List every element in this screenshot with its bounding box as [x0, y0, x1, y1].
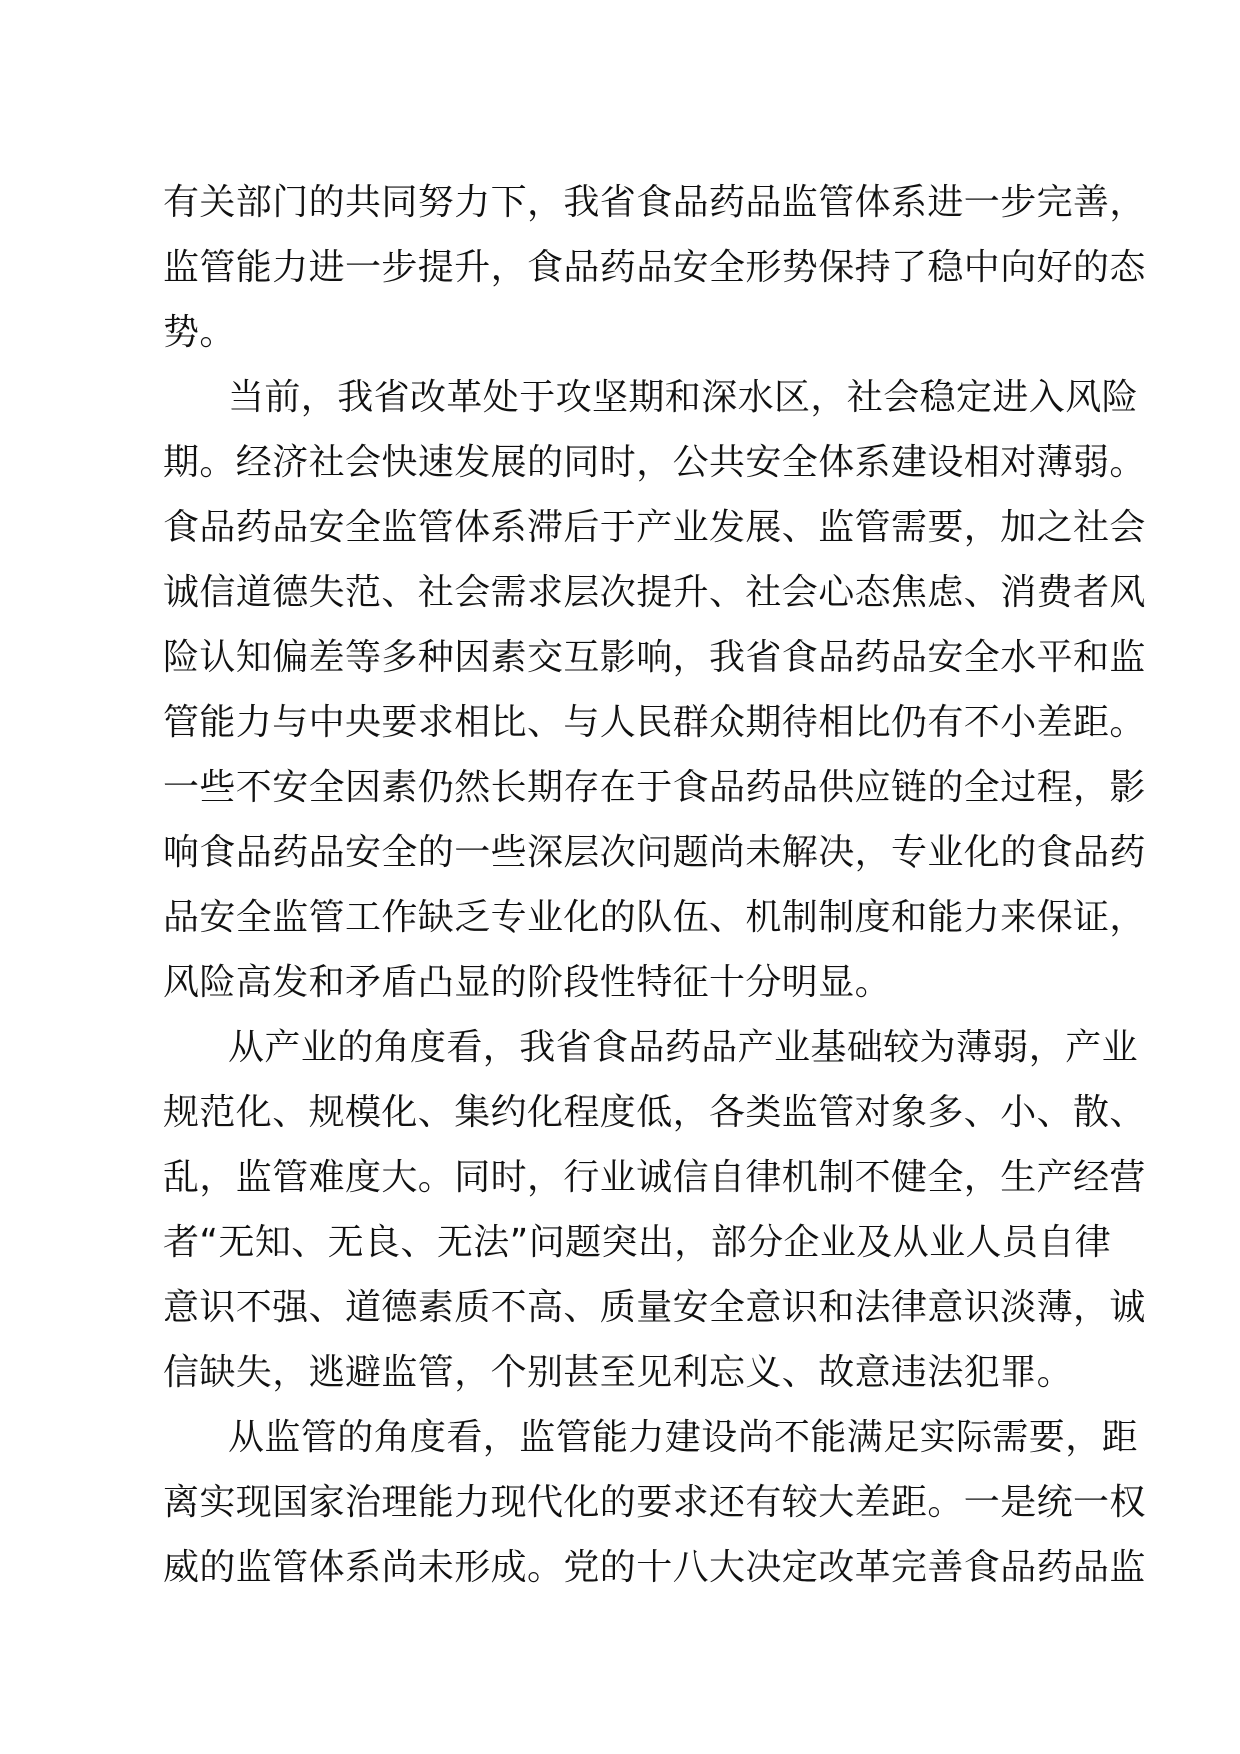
text-line: 监管能力进一步提升，食品药品安全形势保持了稳中向好的态 — [163, 247, 1146, 288]
text-line: 威的监管体系尚未形成。党的十八大决定改革完善食品药品监 — [163, 1547, 1146, 1588]
text-line: 品安全监管工作缺乏专业化的队伍、机制制度和能力来保证， — [163, 897, 1146, 938]
text-line: 意识不强、道德素质不高、质量安全意识和法律意识淡薄，诚 — [163, 1287, 1146, 1328]
text-line: 期。经济社会快速发展的同时，公共安全体系建设相对薄弱。 — [163, 442, 1146, 483]
paragraph-start-line: 当前，我省改革处于攻坚期和深水区，社会稳定进入风险 — [228, 377, 1139, 418]
text-line: 信缺失，逃避监管，个别甚至见利忘义、故意违法犯罪。 — [163, 1352, 1074, 1393]
text-line: 食品药品安全监管体系滞后于产业发展、监管需要，加之社会 — [163, 507, 1146, 548]
text-line: 诚信道德失范、社会需求层次提升、社会心态焦虑、消费者风 — [163, 572, 1146, 613]
text-line: 势。 — [163, 312, 236, 353]
text-line: 一些不安全因素仍然长期存在于食品药品供应链的全过程，影 — [163, 767, 1146, 808]
text-line: 离实现国家治理能力现代化的要求还有较大差距。一是统一权 — [163, 1482, 1146, 1523]
text-line: 险认知偏差等多种因素交互影响，我省食品药品安全水平和监 — [163, 637, 1146, 678]
text-line: 规范化、规模化、集约化程度低，各类监管对象多、小、散、 — [163, 1092, 1146, 1133]
text-line: 乱，监管难度大。同时，行业诚信自律机制不健全，生产经营 — [163, 1157, 1146, 1198]
text-line: 管能力与中央要求相比、与人民群众期待相比仍有不小差距。 — [163, 702, 1146, 743]
document-body — [163, 170, 1146, 1600]
text-line: 响食品药品安全的一些深层次问题尚未解决，专业化的食品药 — [163, 832, 1146, 873]
text-line: 有关部门的共同努力下，我省食品药品监管体系进一步完善， — [163, 182, 1146, 223]
paragraph-start-line: 从监管的角度看，监管能力建设尚不能满足实际需要，距 — [228, 1417, 1139, 1458]
text-line: 者“无知、无良、无法”问题突出，部分企业及从业人员自律 — [163, 1222, 1112, 1263]
paragraph-start-line: 从产业的角度看，我省食品药品产业基础较为薄弱，产业 — [228, 1027, 1139, 1068]
text-line: 风险高发和矛盾凸显的阶段性特征十分明显。 — [163, 962, 892, 1003]
